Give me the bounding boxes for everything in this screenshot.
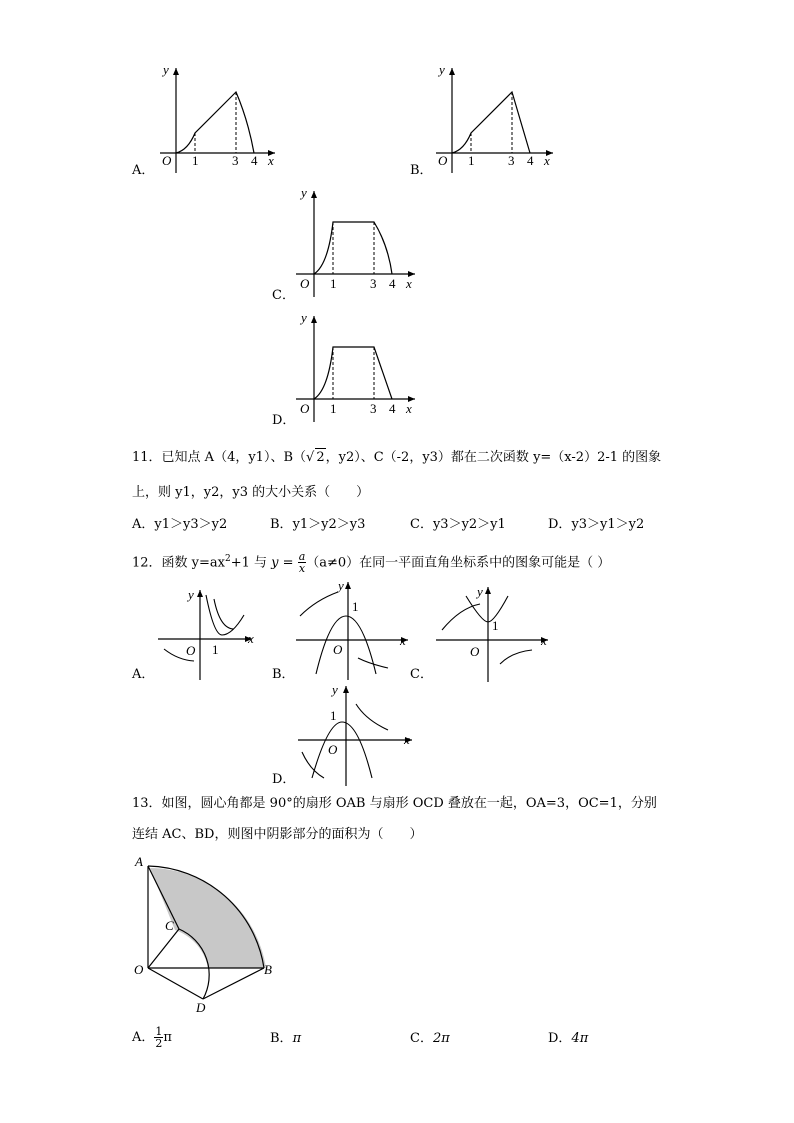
point-o-label: O [134, 962, 144, 977]
x-axis-label: x [541, 633, 547, 648]
tick-4: 4 [251, 153, 258, 168]
one-label: 1 [212, 642, 219, 657]
x-axis-label: x [406, 401, 412, 416]
option-letter: A． [132, 163, 155, 178]
x-axis-label: x [404, 732, 410, 747]
x-axis-label: x [544, 153, 550, 168]
tick-1: 1 [330, 401, 337, 416]
q11-option-c[interactable]: C．y3＞y2＞y1 [410, 517, 506, 532]
q13-figure [128, 850, 288, 1020]
x-axis-label: x [268, 153, 274, 168]
q10-graph-c [270, 185, 430, 305]
y-axis-label: y [301, 185, 307, 200]
point-d-label: D [196, 1000, 206, 1015]
point-c-label: C [165, 918, 174, 933]
origin-label: O [333, 642, 343, 657]
x-axis-label: x [248, 631, 254, 646]
x-axis-label: x [400, 633, 406, 648]
y-axis-label: y [163, 62, 169, 77]
y-axis-label: y [301, 310, 307, 325]
q10-graph-b [408, 60, 568, 180]
tick-4: 4 [389, 401, 396, 416]
y-axis-label: y [477, 584, 483, 599]
one-label: 1 [330, 708, 337, 723]
q10-graph-d [270, 310, 430, 430]
q12-option-d[interactable] [270, 682, 420, 792]
q10-graph-a [130, 60, 290, 180]
tick-1: 1 [330, 276, 337, 291]
origin-label: O [162, 153, 172, 168]
q13-option-a[interactable]: A． $\frac{1}{2}$ π [132, 1025, 172, 1050]
y-axis-label: y [332, 682, 338, 697]
one-label: 1 [352, 599, 359, 614]
point-b-label: B [264, 962, 272, 977]
q13-option-b[interactable]: B．π [270, 1031, 302, 1046]
option-letter: B． [410, 163, 433, 178]
tick-4: 4 [389, 276, 396, 291]
option-letter: B． [272, 667, 295, 682]
origin-label: O [186, 643, 196, 658]
q12-stem: 12．函数 $y=ax^2+1$ 与 y = $\frac{a}{x}$ （a≠0）在同一平面直角坐标系中的图象可能是（ ） [132, 550, 611, 576]
q13-stem-line1: 13．如图，圆心角都是 90°的扇形 OAB 与扇形 OCD 叠放在一起，OA=3，OC=1，分别 [132, 796, 657, 811]
q11-stem-line2: 上，则 y1，y2，y3 的大小关系（ ） [132, 485, 370, 500]
q12-graph-b [270, 578, 415, 686]
tick-3: 3 [508, 153, 515, 168]
q13-sector-diagram [128, 850, 288, 1020]
q12-graph-a [130, 585, 270, 685]
option-letter: C． [410, 667, 433, 682]
y-axis-label: y [188, 587, 194, 602]
tick-4: 4 [527, 153, 534, 168]
q12-graph-c [408, 582, 553, 686]
origin-label: O [438, 153, 448, 168]
q13-option-d[interactable]: D．4π [548, 1031, 589, 1046]
q10-option-b[interactable] [408, 60, 568, 180]
q11-option-d[interactable]: D．y3＞y1＞y2 [548, 517, 645, 532]
option-letter: C． [272, 288, 295, 303]
tick-3: 3 [370, 401, 377, 416]
q10-option-d[interactable] [270, 310, 430, 430]
q10-option-c[interactable] [270, 185, 430, 305]
one-label: 1 [492, 618, 499, 633]
sqrt-2: √ 2 [306, 450, 325, 465]
option-letter: D． [272, 413, 296, 428]
q11-option-a[interactable]: A．y1＞y3＞y2 [132, 517, 228, 532]
q12-option-c[interactable] [408, 582, 553, 686]
q12-option-b[interactable] [270, 578, 415, 686]
q10-option-a[interactable] [130, 60, 290, 180]
q12-option-a[interactable] [130, 585, 270, 685]
option-letter: A． [132, 667, 155, 682]
y-axis-label: y [439, 62, 445, 77]
q11-stem-line1: 11．已知点 A（4，y1）、B（√ 2，y2）、C（-2，y3）都在二次函数 y=（x-2）2-1 的图象 [132, 450, 662, 465]
origin-label: O [300, 401, 310, 416]
origin-label: O [328, 742, 338, 757]
tick-3: 3 [370, 276, 377, 291]
origin-label: O [300, 276, 310, 291]
q11-option-b[interactable]: B．y1＞y2＞y3 [270, 517, 366, 532]
origin-label: O [470, 644, 480, 659]
q12-graph-d [270, 682, 420, 792]
fraction-a-over-x: $\frac{a}{x}$ [298, 550, 306, 576]
tick-1: 1 [192, 153, 199, 168]
x-axis-label: x [406, 276, 412, 291]
tick-1: 1 [468, 153, 475, 168]
option-letter: D． [272, 772, 296, 787]
y-axis-label: y [338, 578, 344, 593]
tick-3: 3 [232, 153, 239, 168]
fraction-one-half: $\frac{1}{2}$ [155, 1025, 163, 1050]
point-a-label: A [135, 854, 143, 869]
q13-stem-line2: 连结 AC、BD，则图中阴影部分的面积为（ ） [132, 827, 423, 842]
q13-option-c[interactable]: C．2π [410, 1031, 450, 1046]
